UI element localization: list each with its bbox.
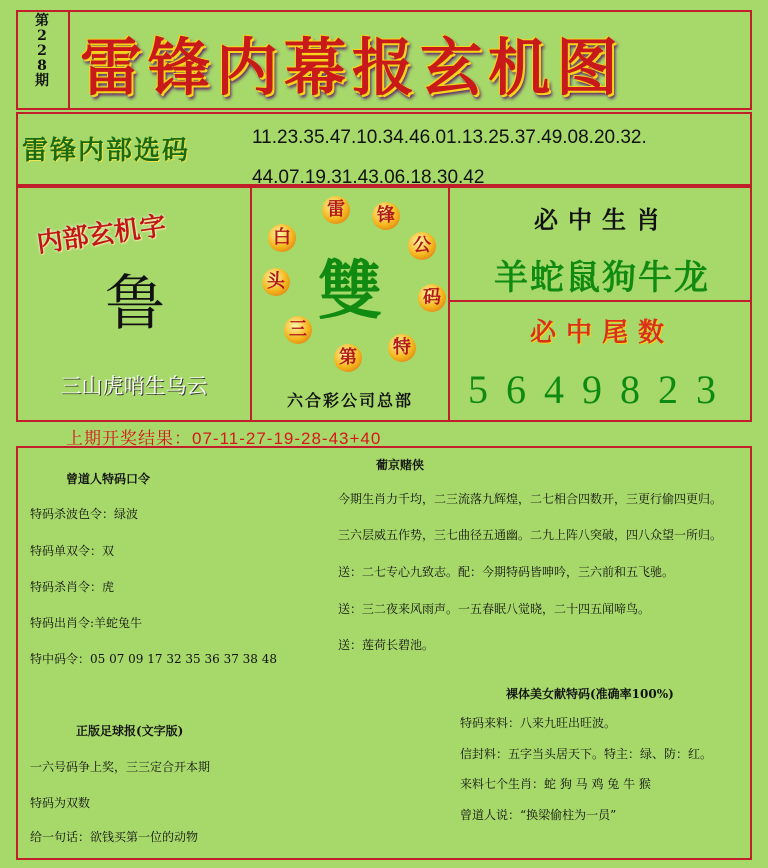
codes-label: 雷锋内部选码 (22, 136, 191, 166)
ring-char: 第 (334, 344, 362, 372)
left-line: 特中码令：05 07 09 17 32 35 36 37 38 48 (30, 652, 278, 666)
ring-char: 雷 (322, 196, 350, 224)
right-title-1: 葡京赌侠 (376, 458, 425, 472)
zodiac-label: 必中生肖 (534, 205, 670, 234)
center-big-char: 雙 (318, 254, 382, 329)
left-title-2: 正版足球报(文字版) (76, 724, 184, 738)
tail-digits: 5649823 (468, 367, 734, 412)
right-title-2: 裸体美女献特码(准确率100%) (506, 687, 674, 701)
right-line: 送：三二夜来风雨声。一五春眠八觉晓，二十四五闻啼鸟。 (338, 602, 651, 616)
issue-number (22, 14, 62, 110)
left-line: 一六号码争上奖，三三定合开本期 (30, 760, 211, 774)
zodiac-animals: 羊蛇鼠狗牛龙 (494, 258, 710, 298)
ring-char: 公 (408, 232, 436, 260)
last-draw-result: 上期开奖结果：07-11-27-19-28-43+40 (66, 429, 382, 448)
ring-char: 码 (418, 284, 446, 312)
left-line: 特码杀肖令：虎 (30, 580, 115, 594)
numbers-line-2: 44.07.19.31.43.06.18.30.42 (252, 167, 485, 188)
ring-char: 白 (268, 224, 296, 252)
left-line: 特码单双令：双 (30, 544, 115, 558)
left-line: 特码出肖令:羊蛇兔牛 (30, 616, 143, 630)
mystery-phrase: 三山虎哨生乌云 (60, 374, 208, 398)
page-title: 雷锋内幕报玄机图 (80, 31, 625, 104)
issue-divider (68, 10, 70, 110)
center-footer: 六合彩公司总部 (286, 391, 413, 410)
mid-divider-3 (448, 300, 752, 302)
selected-numbers (252, 118, 742, 198)
ring-char: 头 (262, 268, 290, 296)
ring-char: 特 (388, 334, 416, 362)
mid-divider-1 (250, 186, 252, 422)
issue-char: 期 (35, 73, 49, 89)
right-line: 来料七个生肖：蛇 狗 马 鸡 兔 牛 猴 (460, 777, 651, 791)
right-line: 三六层威五作势，三七曲径五通幽。二九上阵八突破，四八众望一所归。 (338, 528, 723, 542)
left-title-1: 曾道人特码口令 (66, 472, 151, 486)
left-line: 给一句话：欲钱买第一位的动物 (30, 830, 199, 844)
issue-char: 2 (37, 43, 47, 59)
left-line: 特码为双数 (30, 796, 91, 810)
right-line: 特码来料：八来九旺出旺波。 (460, 716, 617, 730)
tail-label: 必中尾数 (529, 318, 674, 348)
mystery-label: 内部玄机字 (34, 211, 168, 259)
issue-char: 8 (37, 58, 47, 74)
mid-divider-2 (448, 186, 450, 422)
ring-char: 三 (284, 316, 312, 344)
numbers-line-1: 11.23.35.47.10.34.46.01.13.25.37.49.08.20.32. (252, 127, 647, 148)
issue-char: 2 (37, 28, 47, 44)
right-line: 信封料：五字当头居天下。特主：绿、防：红。 (460, 747, 713, 761)
right-line: 曾道人说：“换梁偷柱为一员” (460, 808, 617, 822)
mystery-char: 鲁 (105, 269, 165, 339)
ring-char: 锋 (372, 202, 400, 230)
right-line: 今期生肖力千均，二三流落九辉煌，二七相合四数开，三更行偷四更归。 (338, 492, 723, 506)
issue-char: 第 (35, 13, 49, 29)
right-line: 送：莲荷长碧池。 (338, 638, 435, 652)
left-line: 特码杀波色令：绿波 (30, 507, 139, 521)
right-line: 送：二七专心九致志。配：今期特码皆呻吟，三六前和五飞驰。 (338, 565, 675, 579)
